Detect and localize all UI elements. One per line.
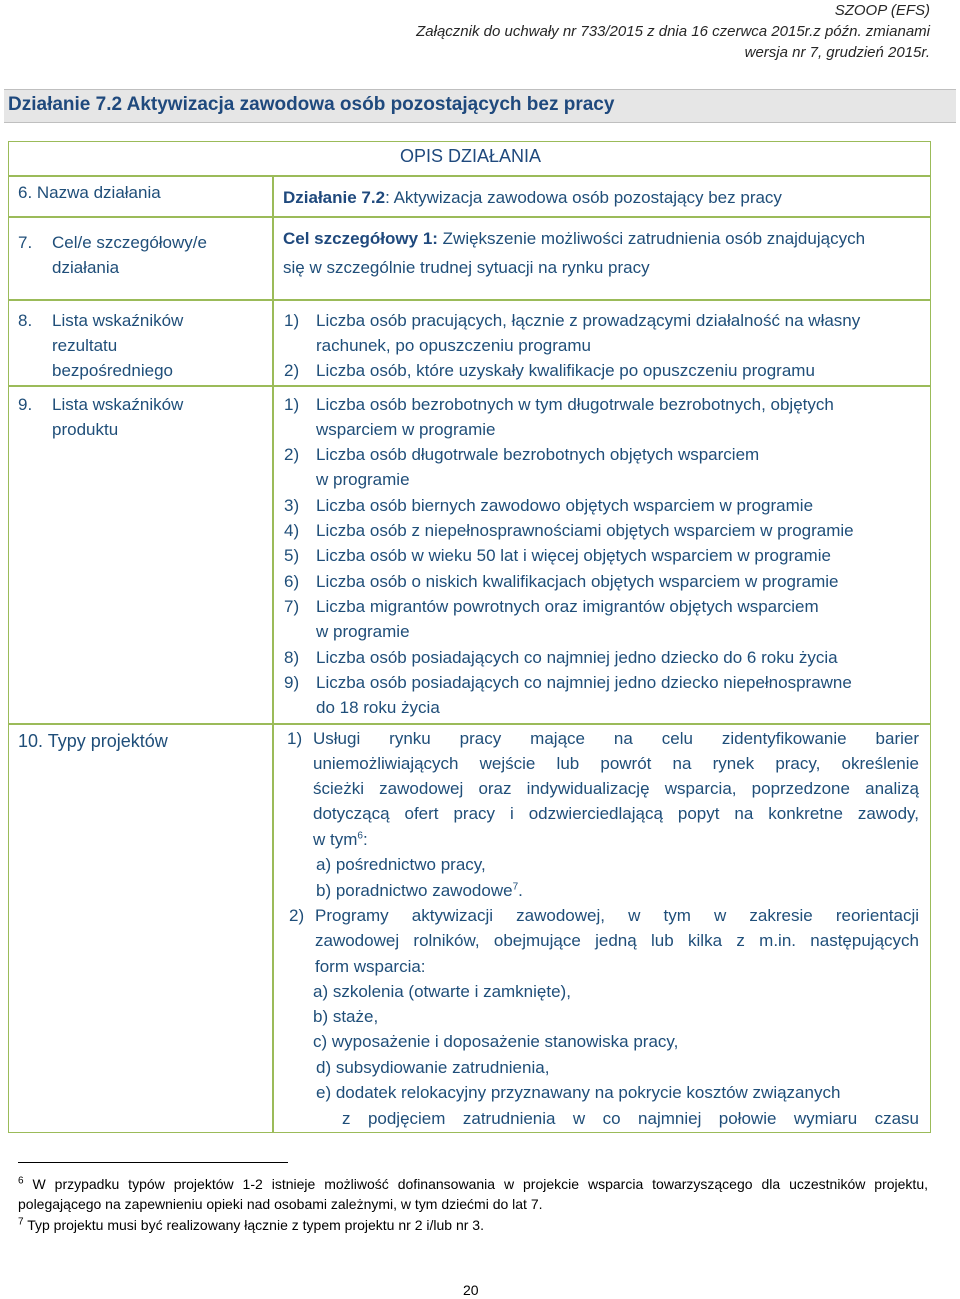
row-divider: [8, 175, 930, 177]
list-item-number: 5): [284, 546, 300, 565]
list-item-number: 1): [284, 311, 300, 330]
list-item: do 18 roku życia: [316, 698, 440, 717]
list-item: Liczba osób o niskich kwalifikacjach objętych wsparciem w programie: [316, 572, 839, 591]
project-subtype: d) subsydiowanie zatrudnienia,: [316, 1058, 550, 1077]
list-item: Liczba osób w wieku 50 lat i więcej objętych wsparciem w programie: [316, 546, 831, 565]
list-item-number: 8): [284, 648, 300, 667]
row-6-value-rest: : Aktywizacja zawodowa osób pozostający bez pracy: [385, 188, 782, 207]
footnote-separator: [18, 1162, 288, 1163]
project-type-line: form wsparcia:: [315, 957, 426, 976]
row-6-value: [283, 185, 782, 210]
list-item: Liczba osób posiadających co najmniej jedno dziecko niepełnosprawne: [316, 673, 852, 692]
row-divider: [8, 216, 930, 218]
row-6-label: 6. Nazwa działania: [18, 183, 161, 202]
page-header: [416, 0, 930, 63]
column-divider: [272, 175, 274, 1132]
row-9-label-num: 9.: [18, 395, 33, 414]
project-type-line: zawodowej rolników, obejmujące jedną lub kilka z m.in. następujących: [315, 931, 919, 950]
project-subtype: b) staże,: [313, 1007, 379, 1026]
project-type-number: 2): [289, 906, 305, 925]
footnote-ref-7[interactable]: 7: [512, 881, 519, 893]
project-type-line: ścieżki zawodowej oraz indywidualizację wsparcia, poprzedzone analizą: [313, 779, 919, 798]
list-item-number: 9): [284, 673, 300, 692]
list-item: Liczba osób, które uzyskały kwalifikacje po opuszczeniu programu: [316, 361, 815, 380]
project-subtype: c) wyposażenie i doposażenie stanowiska pracy,: [313, 1032, 679, 1051]
project-type-line: uniemożliwiających wejście lub powrót na rynek pracy, określenie: [313, 754, 919, 773]
footnote-7: [18, 1215, 928, 1235]
project-type-line: dotyczącą ofert pracy i odzwierciedlającą popyt na konkretne zawody,: [313, 804, 919, 823]
list-item-number: 2): [284, 445, 300, 464]
project-subtype: a) pośrednictwo pracy,: [316, 855, 486, 874]
row-9-label-line1: Lista wskaźników: [52, 395, 184, 414]
row-divider: [8, 385, 930, 387]
footnote-6-number: 6: [18, 1175, 24, 1187]
list-item: Liczba osób posiadających co najmniej jedno dziecko do 6 roku życia: [316, 648, 838, 667]
row-7-label-line2: działania: [52, 258, 120, 277]
list-item: Liczba osób biernych zawodowo objętych wsparciem w programie: [316, 496, 814, 515]
header-line-1: SZOOP (EFS): [834, 2, 930, 19]
project-subtype: b) poradnictwo zawodowe$^7$.: [316, 881, 523, 900]
project-type-line: Programy aktywizacji zawodowej, w tym w zakresie reorientacji: [315, 906, 919, 925]
list-item-number: 6): [284, 572, 300, 591]
list-item-number: 1): [284, 395, 300, 414]
header-line-2: Załącznik do uchwały nr 733/2015 z dnia 16 czerwca 2015r.z późn. zmianami: [416, 23, 930, 40]
row-8-label-line2: rezultatu: [52, 336, 118, 355]
list-item: w programie: [316, 470, 410, 489]
footnote-6-text: W przypadku typów projektów 1-2 istnieje możliwość dofinansowania w projekcie wsparcia towarzyszącego dla uczestników projektu, polegającego na zapewnieniu opieki nad osobami zależnymi, w tym dziećmi do lat 7.: [18, 1176, 928, 1212]
project-type-number: 1): [287, 729, 303, 748]
table-heading: OPIS DZIAŁANIA: [400, 146, 542, 166]
row-7-value-line2: się w szczególnie trudnej sytuacji na rynku pracy: [283, 258, 650, 277]
header-line-3: wersja nr 7, grudzień 2015r.: [744, 44, 930, 61]
project-type-line: Usługi rynku pracy mające na celu zidentyfikowanie barier: [313, 729, 919, 748]
list-item: Liczba osób pracujących, łącznie z prowadzącymi działalność na własny: [316, 311, 861, 330]
row-7-value-prefix: Cel szczegółowy 1:: [283, 229, 438, 248]
row-8-label-line3: bezpośredniego: [52, 361, 173, 380]
row-10-label: 10. Typy projektów: [18, 731, 168, 751]
section-title-bar: [4, 89, 956, 123]
row-7-value-rest: Zwiększenie możliwości zatrudnienia osób znajdujących: [437, 229, 866, 248]
row-7-label-num: 7.: [18, 233, 33, 252]
row-8-label-line1: Lista wskaźników: [52, 311, 184, 330]
row-8-label-num: 8.: [18, 311, 33, 330]
footnote-ref-6[interactable]: 6: [357, 830, 363, 842]
row-6-value-prefix: Działanie 7.2: [283, 188, 386, 207]
list-item-number: 2): [284, 361, 300, 380]
page-number: 20: [463, 1282, 479, 1298]
row-9-label-line2: produktu: [52, 420, 119, 439]
row-7-value-line1: [283, 226, 865, 251]
row-divider: [8, 723, 930, 725]
list-item: wsparciem w programie: [316, 420, 496, 439]
section-title: Działanie 7.2 Aktywizacja zawodowa osób pozostających bez pracy: [8, 94, 615, 115]
footnote-7-text: Typ projektu musi być realizowany łącznie z typem projektu nr 2 i/lub nr 3.: [23, 1217, 484, 1233]
list-item: Liczba osób długotrwale bezrobotnych objętych wsparciem: [316, 445, 760, 464]
list-item: Liczba migrantów powrotnych oraz imigrantów objętych wsparciem: [316, 597, 819, 616]
project-type-line: w tym$^6$:: [313, 830, 368, 849]
project-subtype: a) szkolenia (otwarte i zamknięte),: [313, 982, 571, 1001]
project-subtype-continuation: z podjęciem zatrudnienia w co najmniej połowie wymiaru czasu: [342, 1109, 919, 1128]
footnote-7-number: 7: [18, 1216, 24, 1228]
row-divider: [8, 299, 930, 301]
list-item: rachunek, po opuszczeniu programu: [316, 336, 591, 355]
list-item-number: 3): [284, 496, 300, 515]
row-7-label-line1: Cel/e szczegółowy/e: [52, 233, 207, 252]
list-item: w programie: [316, 622, 410, 641]
project-subtype: e) dodatek relokacyjny przyznawany na pokrycie kosztów związanych: [316, 1083, 841, 1102]
list-item-number: 4): [284, 521, 300, 540]
list-item: Liczba osób z niepełnosprawnościami objętych wsparciem w programie: [316, 521, 854, 540]
list-item: Liczba osób bezrobotnych w tym długotrwale bezrobotnych, objętych: [316, 395, 834, 414]
footnote-6: [18, 1174, 928, 1214]
list-item-number: 7): [284, 597, 300, 616]
